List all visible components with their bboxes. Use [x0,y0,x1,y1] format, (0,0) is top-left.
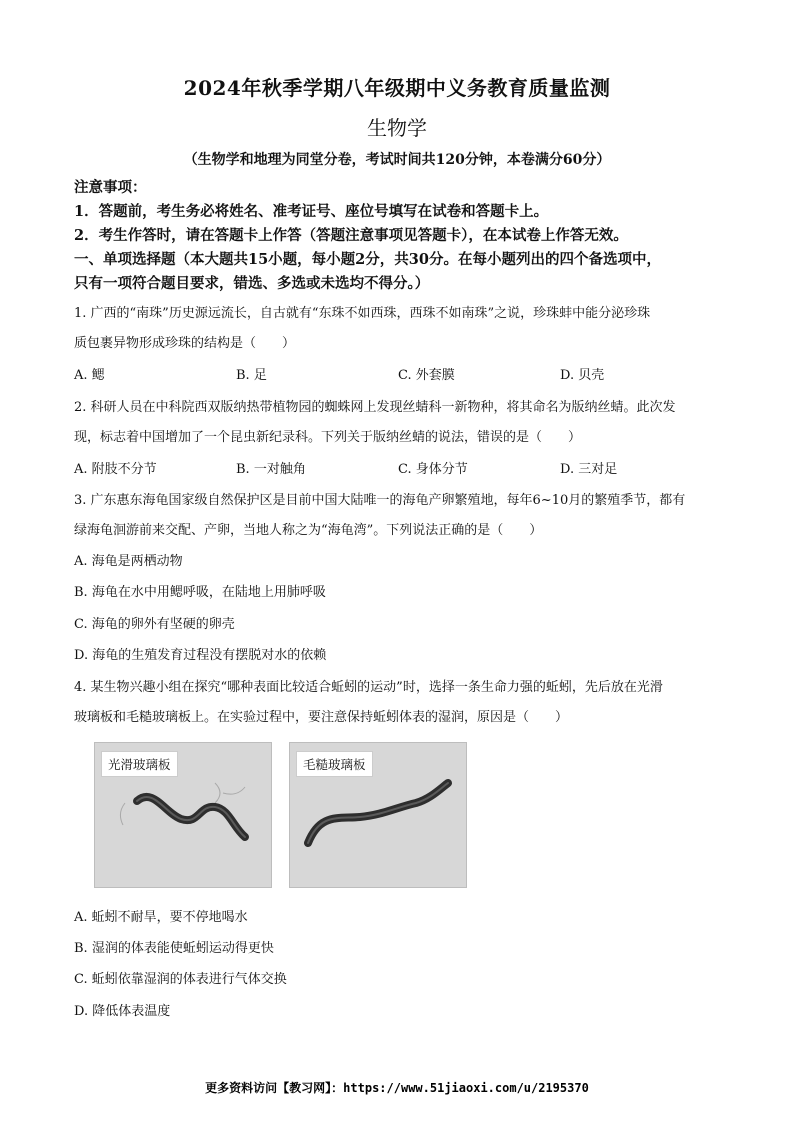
q2-option-b: B. 一对触角 [236,462,306,477]
smooth-glass-label: 光滑玻璃板 [101,751,178,777]
q2-option-a: A. 附肢不分节 [74,462,157,477]
q1-option-b: B. 足 [236,368,267,383]
q3-stem-line2: 绿海龟洄游前来交配、产卵，当地人称之为“海龟湾”。下列说法正确的是（ ） [74,523,543,538]
q3-option-d: D. 海龟的生殖发育过程没有摆脱对水的依赖 [74,648,327,663]
q2-stem-line2: 现，标志着中国增加了一个昆虫新纪录科。下列关于版纳丝蜻的说法，错误的是（ ） [74,430,582,445]
notice-heading: 注意事项： [74,179,147,196]
section-heading-line1: 一、单项选择题（本大题共15小题，每小题2分，共30分。在每小题列出的四个备选项中， [74,251,661,268]
q4-stem-line1: 4. 某生物兴趣小组在探究“哪种表面比较适合蚯蚓的运动”时，选择一条生命力强的蚯蚓，先后放在光滑 [74,680,663,695]
exam-title: 2024年秋季学期八年级期中义务教育质量监测 [183,76,611,100]
rough-glass-label: 毛糙玻璃板 [296,751,373,777]
q3-stem-line1: 3. 广东惠东海龟国家级自然保护区是目前中国大陆唯一的海龟产卵繁殖地，每年6~10月的繁殖季节，都有 [74,493,686,508]
q1-option-c: C. 外套膜 [398,368,455,383]
q3-option-a: A. 海龟是两栖动物 [74,554,183,569]
earthworm-smooth-glass-photo [94,742,272,888]
q1-option-a: A. 鳃 [74,368,105,383]
q1-stem-line2: 质包裹异物形成珍珠的结构是（ ） [74,336,296,351]
q4-option-b: B. 湿润的体表能使蚯蚓运动得更快 [74,941,274,956]
q2-option-c: C. 身体分节 [398,462,468,477]
exam-note: （生物学和地理为同堂分卷，考试时间共120分钟，本卷满分60分） [183,152,611,168]
q3-option-c: C. 海龟的卵外有坚硬的卵壳 [74,617,235,632]
q2-option-d: D. 三对足 [560,462,618,477]
q3-option-b: B. 海龟在水中用鳃呼吸，在陆地上用肺呼吸 [74,585,326,600]
q4-option-c: C. 蚯蚓依靠湿润的体表进行气体交换 [74,972,287,987]
q1-option-d: D. 贝壳 [560,368,605,383]
q2-stem-line1: 2. 科研人员在中科院西双版纳热带植物园的蜘蛛网上发现丝蜻科一新物种，将其命名为版纳丝蜻。此次发 [74,400,676,415]
footer-link[interactable]: 更多资料访问【教习网】：https://www.51jiaoxi.com/u/2195370 [205,1081,589,1095]
q4-option-a: A. 蚯蚓不耐旱，要不停地喝水 [74,910,248,925]
earthworm-rough-glass-photo [289,742,467,888]
subject-title: 生物学 [367,116,427,140]
notice-item-2: 2．考生作答时，请在答题卡上作答（答题注意事项见答题卡），在本试卷上作答无效。 [74,227,628,244]
q1-stem-line1: 1. 广西的“南珠”历史源远流长，自古就有“东珠不如西珠，西珠不如南珠”之说，珍珠蚌中能分泌珍珠 [74,306,651,321]
section-heading-line2: 只有一项符合题目要求，错选、多选或未选均不得分。） [74,275,430,292]
notice-item-1: 1．答题前，考生务必将姓名、准考证号、座位号填写在试卷和答题卡上。 [74,203,549,220]
q4-stem-line2: 玻璃板和毛糙玻璃板上。在实验过程中，要注意保持蚯蚓体表的湿润，原因是（ ） [74,710,569,725]
q4-option-d: D. 降低体表温度 [74,1004,171,1019]
